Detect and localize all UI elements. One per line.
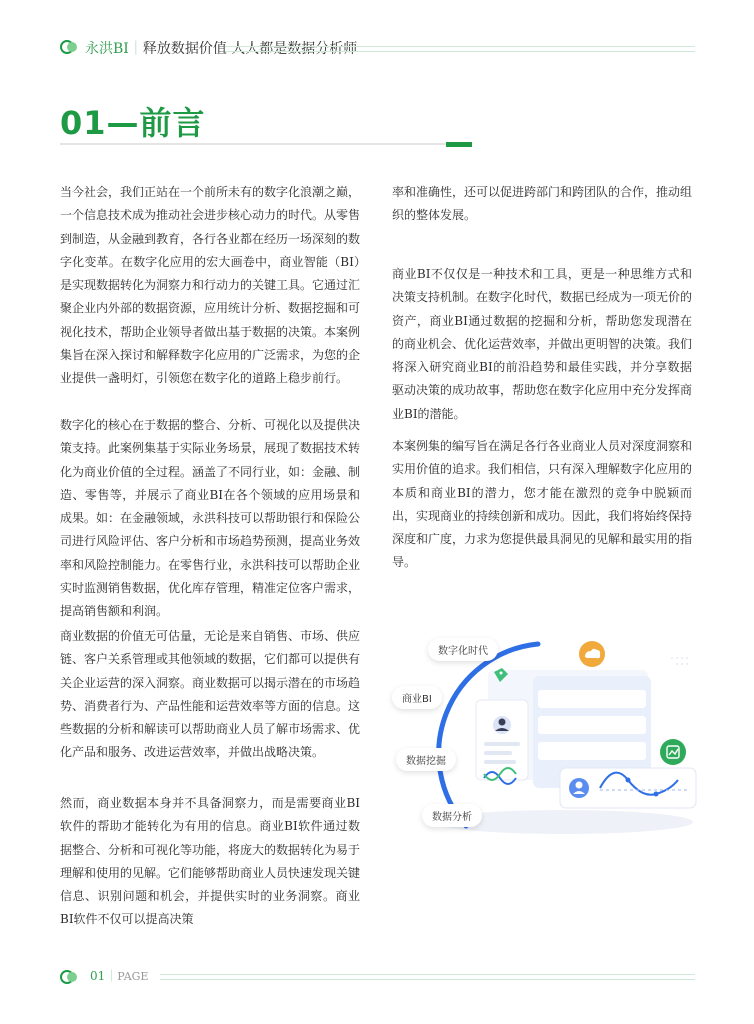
footer-separator: ｜ xyxy=(105,969,118,983)
tag-business-bi: 商业BI xyxy=(392,686,442,709)
header-brand-name: 永洪BI xyxy=(85,41,129,57)
page-number: 01 xyxy=(90,969,106,983)
footer-rule xyxy=(160,974,695,980)
page-label: PAGE xyxy=(117,970,149,983)
tag-data-mining: 数据挖掘 xyxy=(396,748,456,771)
paragraph-continuation: 率和准确性，还可以促进跨部门和跨团队的合作，推动组织的整体发展。 xyxy=(392,185,693,223)
tag-data-analysis: 数据分析 xyxy=(422,804,482,827)
page-title: 01—前言 xyxy=(60,104,206,142)
paragraph-digital-core: 数字化的核心在于数据的整合、分析、可视化以及提供决策支持。此案例集基于实际业务场景，展现了数据技术转化为商业价值的全过程。涵盖了不同行业，如：金融、制造、零售等，并展示了商业BI在各个领域的应用场景和成果。如：在金融领域，永洪科技可以帮助银行和保险公司进行风险评估、客户分析和市场趋势预测，提高业务效率和风险控制能力。在零售行业，永洪科技可以帮助企业实时监测销售数据，优化库存管理，精准定位客户需求，提高销售额和利润。 xyxy=(60,418,361,619)
header-separator: ｜ xyxy=(128,41,143,57)
footer-logo-icon xyxy=(60,970,78,984)
paragraph-purpose: 本案例集的编写旨在满足各行各业商业人员对深度洞察和实用价值的追求。我们相信，只有深入理解数字化应用的本质和商业BI的潜力，您才能在激烈的竞争中脱颖而出，实现商业的持续创新和成功。因此，我们将始终保持深度和广度，力求为您提供最具洞见的见解和最实用的指导。 xyxy=(392,439,693,570)
paragraph-intro: 当今社会，我们正站在一个前所未有的数字化浪潮之巅，一个信息技术成为推动社会进步核心动力的时代。从零售到制造，从金融到教育，各行各业都在经历一场深刻的数字化变革。在数字化应用的宏大画卷中，商业智能（BI）是实现数据转化为洞察力和行动力的关键工具。它通过汇聚企业内外部的数据资源，应用统计分析、数据挖掘和可视化技术，帮助企业领导者做出基于数据的决策。本案例集旨在深入探讨和解释数字化应用的广泛需求，为您的企业提供一盏明灯，引领您在数字化的道路上稳步前行。 xyxy=(60,185,361,386)
footer-page-indicator xyxy=(90,967,148,984)
tag-digital-era: 数字化时代 xyxy=(428,638,498,661)
title-divider xyxy=(60,143,472,145)
paragraph-data-value: 商业数据的价值无可估量，无论是来自销售、市场、供应链、客户关系管理或其他领域的数据，它们都可以提供有关企业运营的深入洞察。商业数据可以揭示潜在的市场趋势、消费者行为、产品性能和运营效率等方面的信息。这些数据的分析和解读可以帮助商业人员了解市场需求、优化产品和服务、改进运营效率，并做出战略决策。 xyxy=(60,629,361,760)
paragraph-bi-software: 然而，商业数据本身并不具备洞察力，而是需要商业BI软件的帮助才能转化为有用的信息。商业BI软件通过数据整合、分析和可视化等功能，将庞大的数据转化为易于理解和使用的见解。它们能够帮助商业人员快速发现关键信息、识别问题和机会，并提供实时的业务洞察。商业BI软件不仅可以提高决策 xyxy=(60,796,361,927)
paragraph-bi-mindset: 商业BI不仅仅是一种技术和工具，更是一种思维方式和决策支持机制。在数字化时代，数据已经成为一项无价的资产，商业BI通过数据的挖掘和分析，帮助您发现潜在的商业机会、优化运营效率，并做出更明智的决策。我们将深入研究商业BI的前沿趋势和最佳实践，并分享数据驱动决策的成功故事，帮助您在数字化应用中充分发挥商业BI的潜能。 xyxy=(392,267,693,421)
bi-illustration xyxy=(388,630,708,840)
title-accent-bar xyxy=(446,142,472,147)
brand-logo-icon xyxy=(60,40,78,54)
header-slogan: 释放数据价值 人人都是数据分析师 xyxy=(142,41,358,57)
header-rule xyxy=(225,46,695,52)
